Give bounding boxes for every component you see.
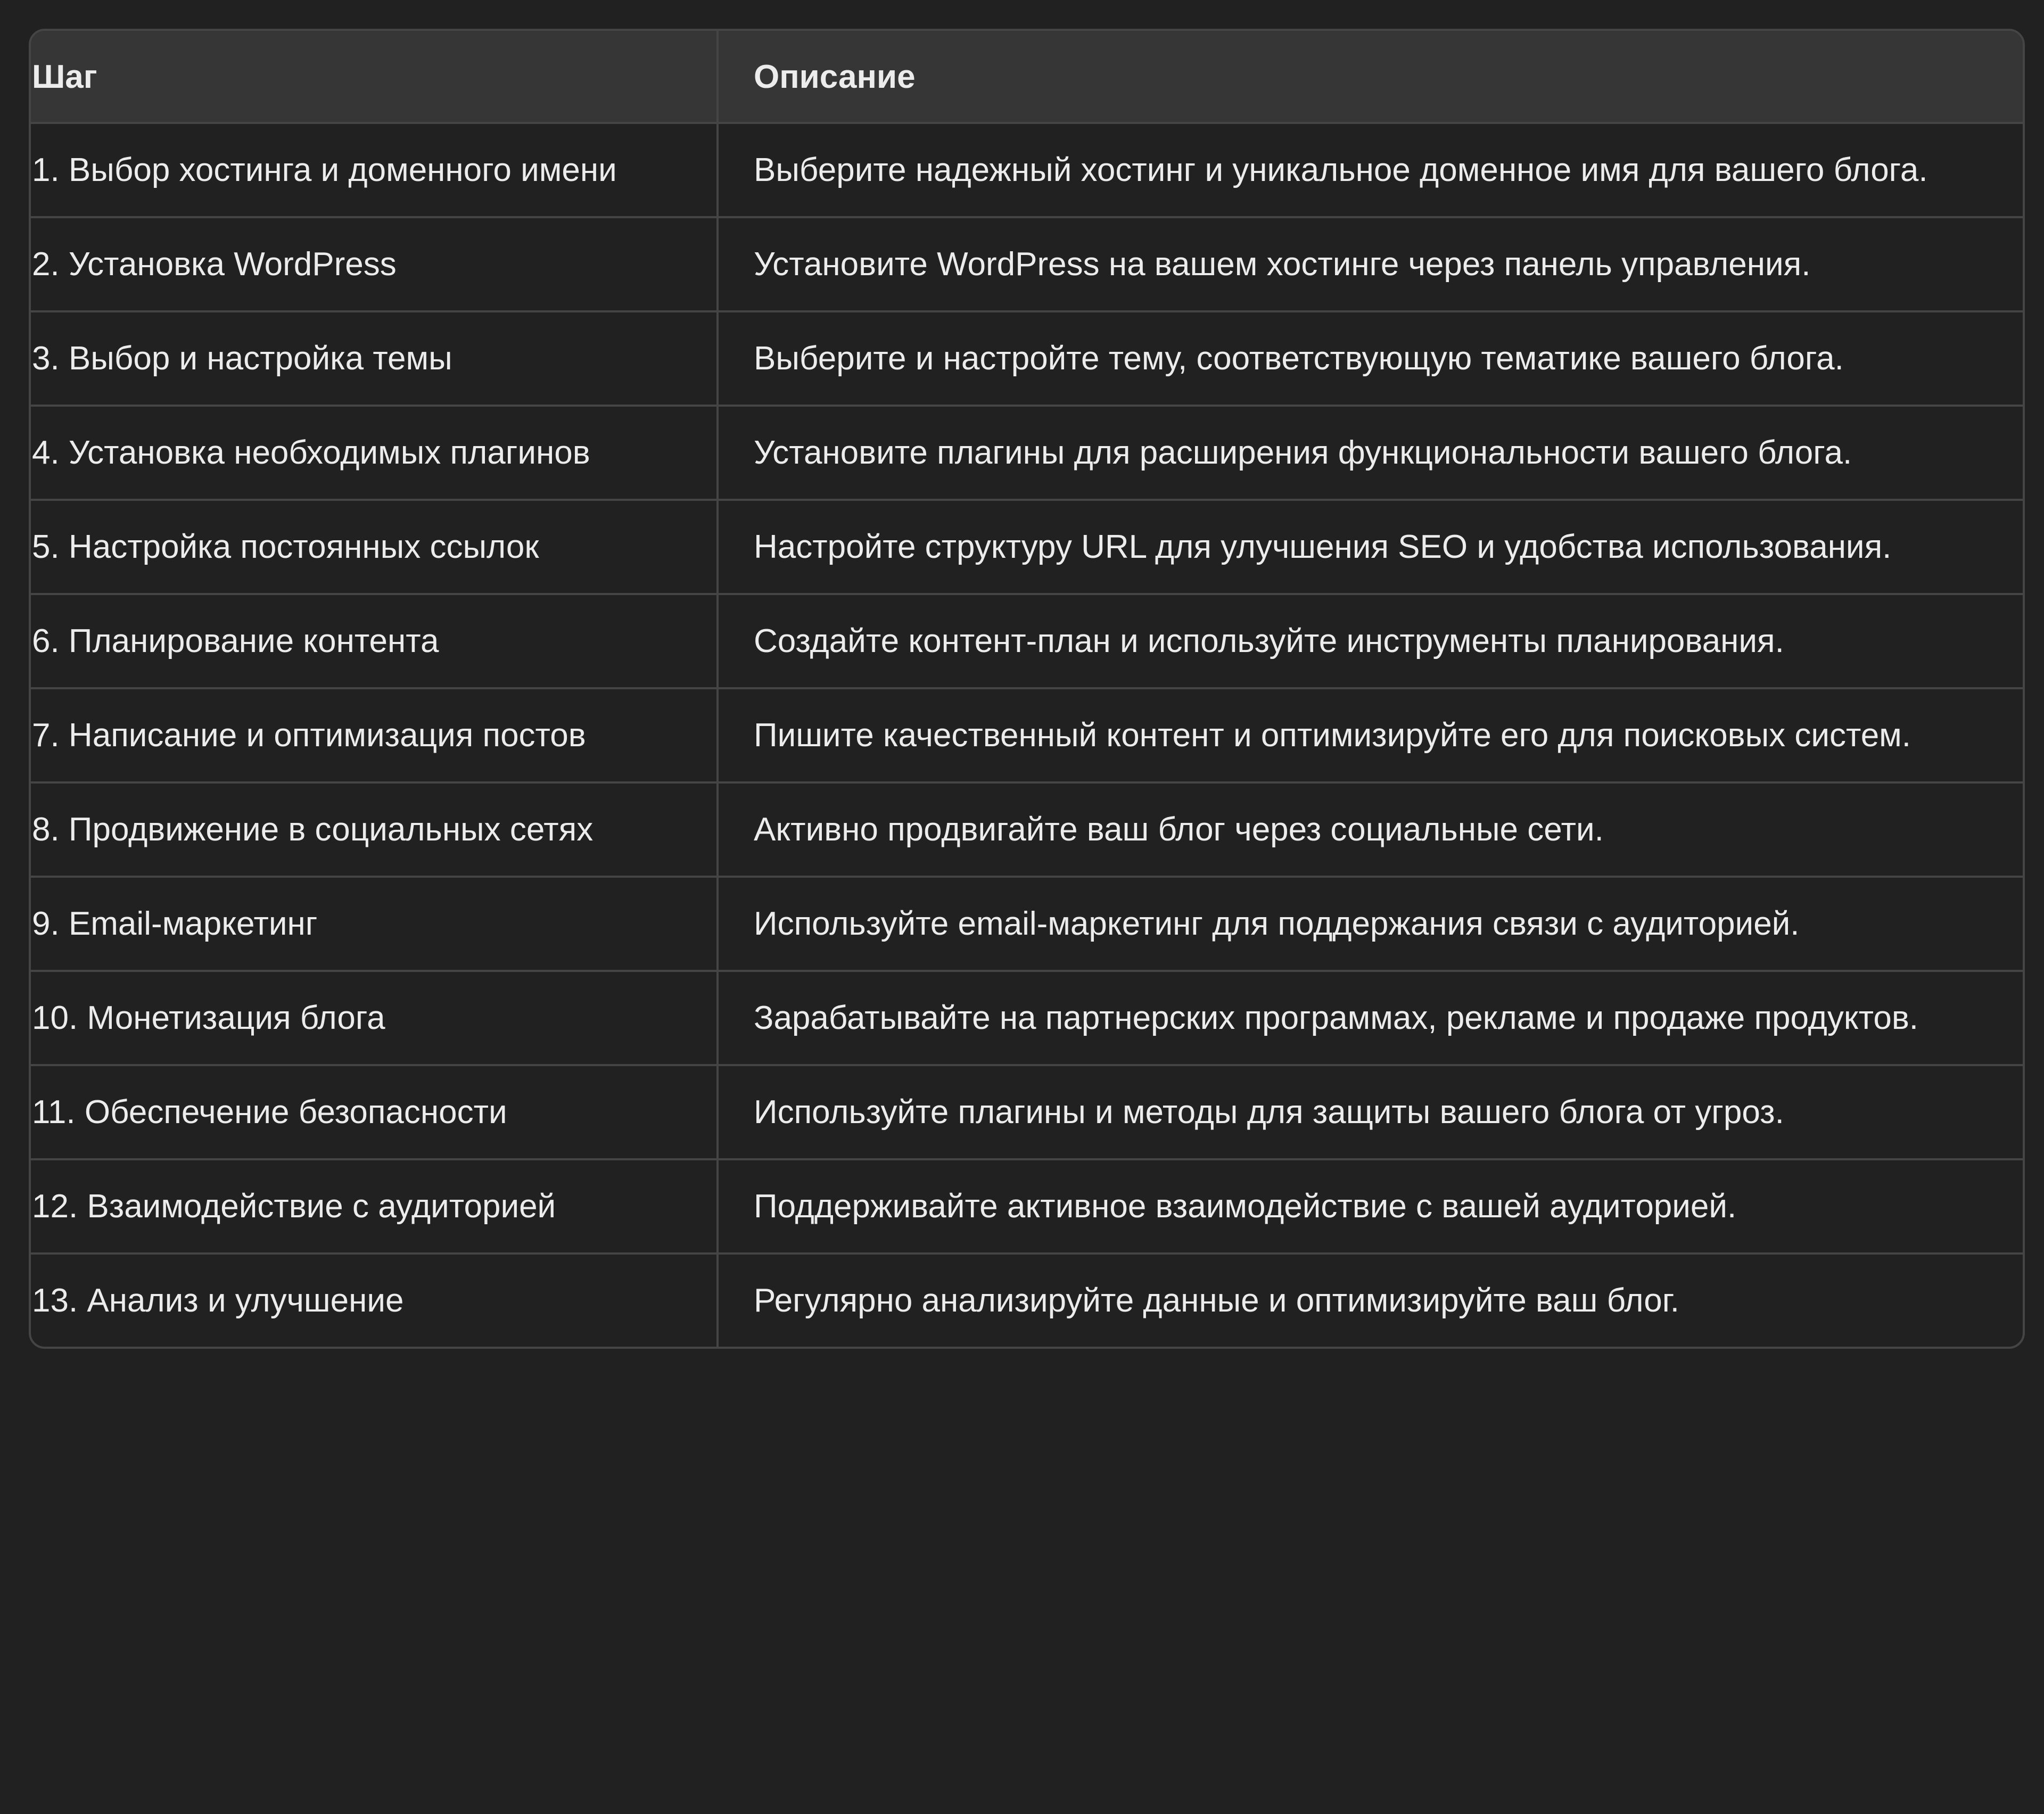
table-row: [31, 311, 2023, 406]
description-cell: Выберите надежный хостинг и уникальное доменное имя для вашего блога.: [718, 123, 2023, 217]
description-cell: Регулярно анализируйте данные и оптимизируйте ваш блог.: [754, 1282, 1679, 1319]
table-row: [31, 217, 2023, 311]
description-cell: Выберите и настройте тему, соответствующую тематике вашего блога.: [718, 311, 2023, 406]
table-row: [31, 594, 2023, 688]
header-row: [31, 31, 2023, 123]
description-cell: Активно продвигайте ваш блог через социальные сети.: [718, 782, 2023, 877]
column-header-step: Шаг: [31, 31, 718, 123]
table-header: [31, 31, 2023, 123]
table-row: [31, 971, 2023, 1065]
description-cell: Настройте структуру URL для улучшения SEO и удобства использования.: [718, 500, 2023, 594]
step-cell: 5. Настройка постоянных ссылок: [31, 500, 718, 594]
table-row: [31, 1065, 2023, 1159]
description-cell: Создайте контент-план и используйте инструменты планирования.: [718, 594, 2023, 688]
step-cell: 2. Установка WordPress: [31, 217, 718, 311]
column-header-description: Описание: [718, 31, 2023, 123]
step-cell: 9. Email-маркетинг: [31, 877, 718, 971]
step-cell: 12. Взаимодействие с аудиторией: [31, 1159, 718, 1254]
step-cell: 4. Установка необходимых плагинов: [31, 406, 718, 500]
description-cell: Пишите качественный контент и оптимизируйте его для поисковых систем.: [718, 688, 2023, 782]
step-cell: 11. Обеспечение безопасности: [31, 1065, 718, 1159]
step-cell: 10. Монетизация блога: [31, 971, 718, 1065]
table-row: [31, 782, 2023, 877]
step-cell: 7. Написание и оптимизация постов: [31, 688, 718, 782]
description-cell: Поддерживайте активное взаимодействие с вашей аудиторией.: [718, 1159, 2023, 1254]
table-body: [31, 123, 2023, 1347]
description-cell: Установите WordPress на вашем хостинге через панель управления.: [718, 217, 2023, 311]
description-cell: Используйте плагины и методы для защиты вашего блога от угроз.: [718, 1065, 2023, 1159]
step-cell: 1. Выбор хостинга и доменного имени: [31, 123, 718, 217]
table-row: [31, 406, 2023, 500]
step-cell: 13. Анализ и улучшение: [31, 1254, 718, 1347]
steps-table-container: [29, 29, 2025, 1349]
table-row: [31, 1159, 2023, 1254]
table-row: [31, 877, 2023, 971]
description-cell: Используйте email-маркетинг для поддержания связи с аудиторией.: [718, 877, 2023, 971]
step-cell: 8. Продвижение в социальных сетях: [31, 782, 718, 877]
table-row: [31, 688, 2023, 782]
table-row: [31, 500, 2023, 594]
description-cell: Зарабатывайте на партнерских программах, рекламе и продаже продуктов.: [718, 971, 2023, 1065]
table-row: [31, 123, 2023, 217]
description-cell: Установите плагины для расширения функциональности вашего блога.: [718, 406, 2023, 500]
table-row: [31, 1254, 2023, 1347]
step-cell: 3. Выбор и настройка темы: [31, 311, 718, 406]
steps-table: [31, 31, 2023, 1347]
step-cell: 6. Планирование контента: [31, 594, 718, 688]
